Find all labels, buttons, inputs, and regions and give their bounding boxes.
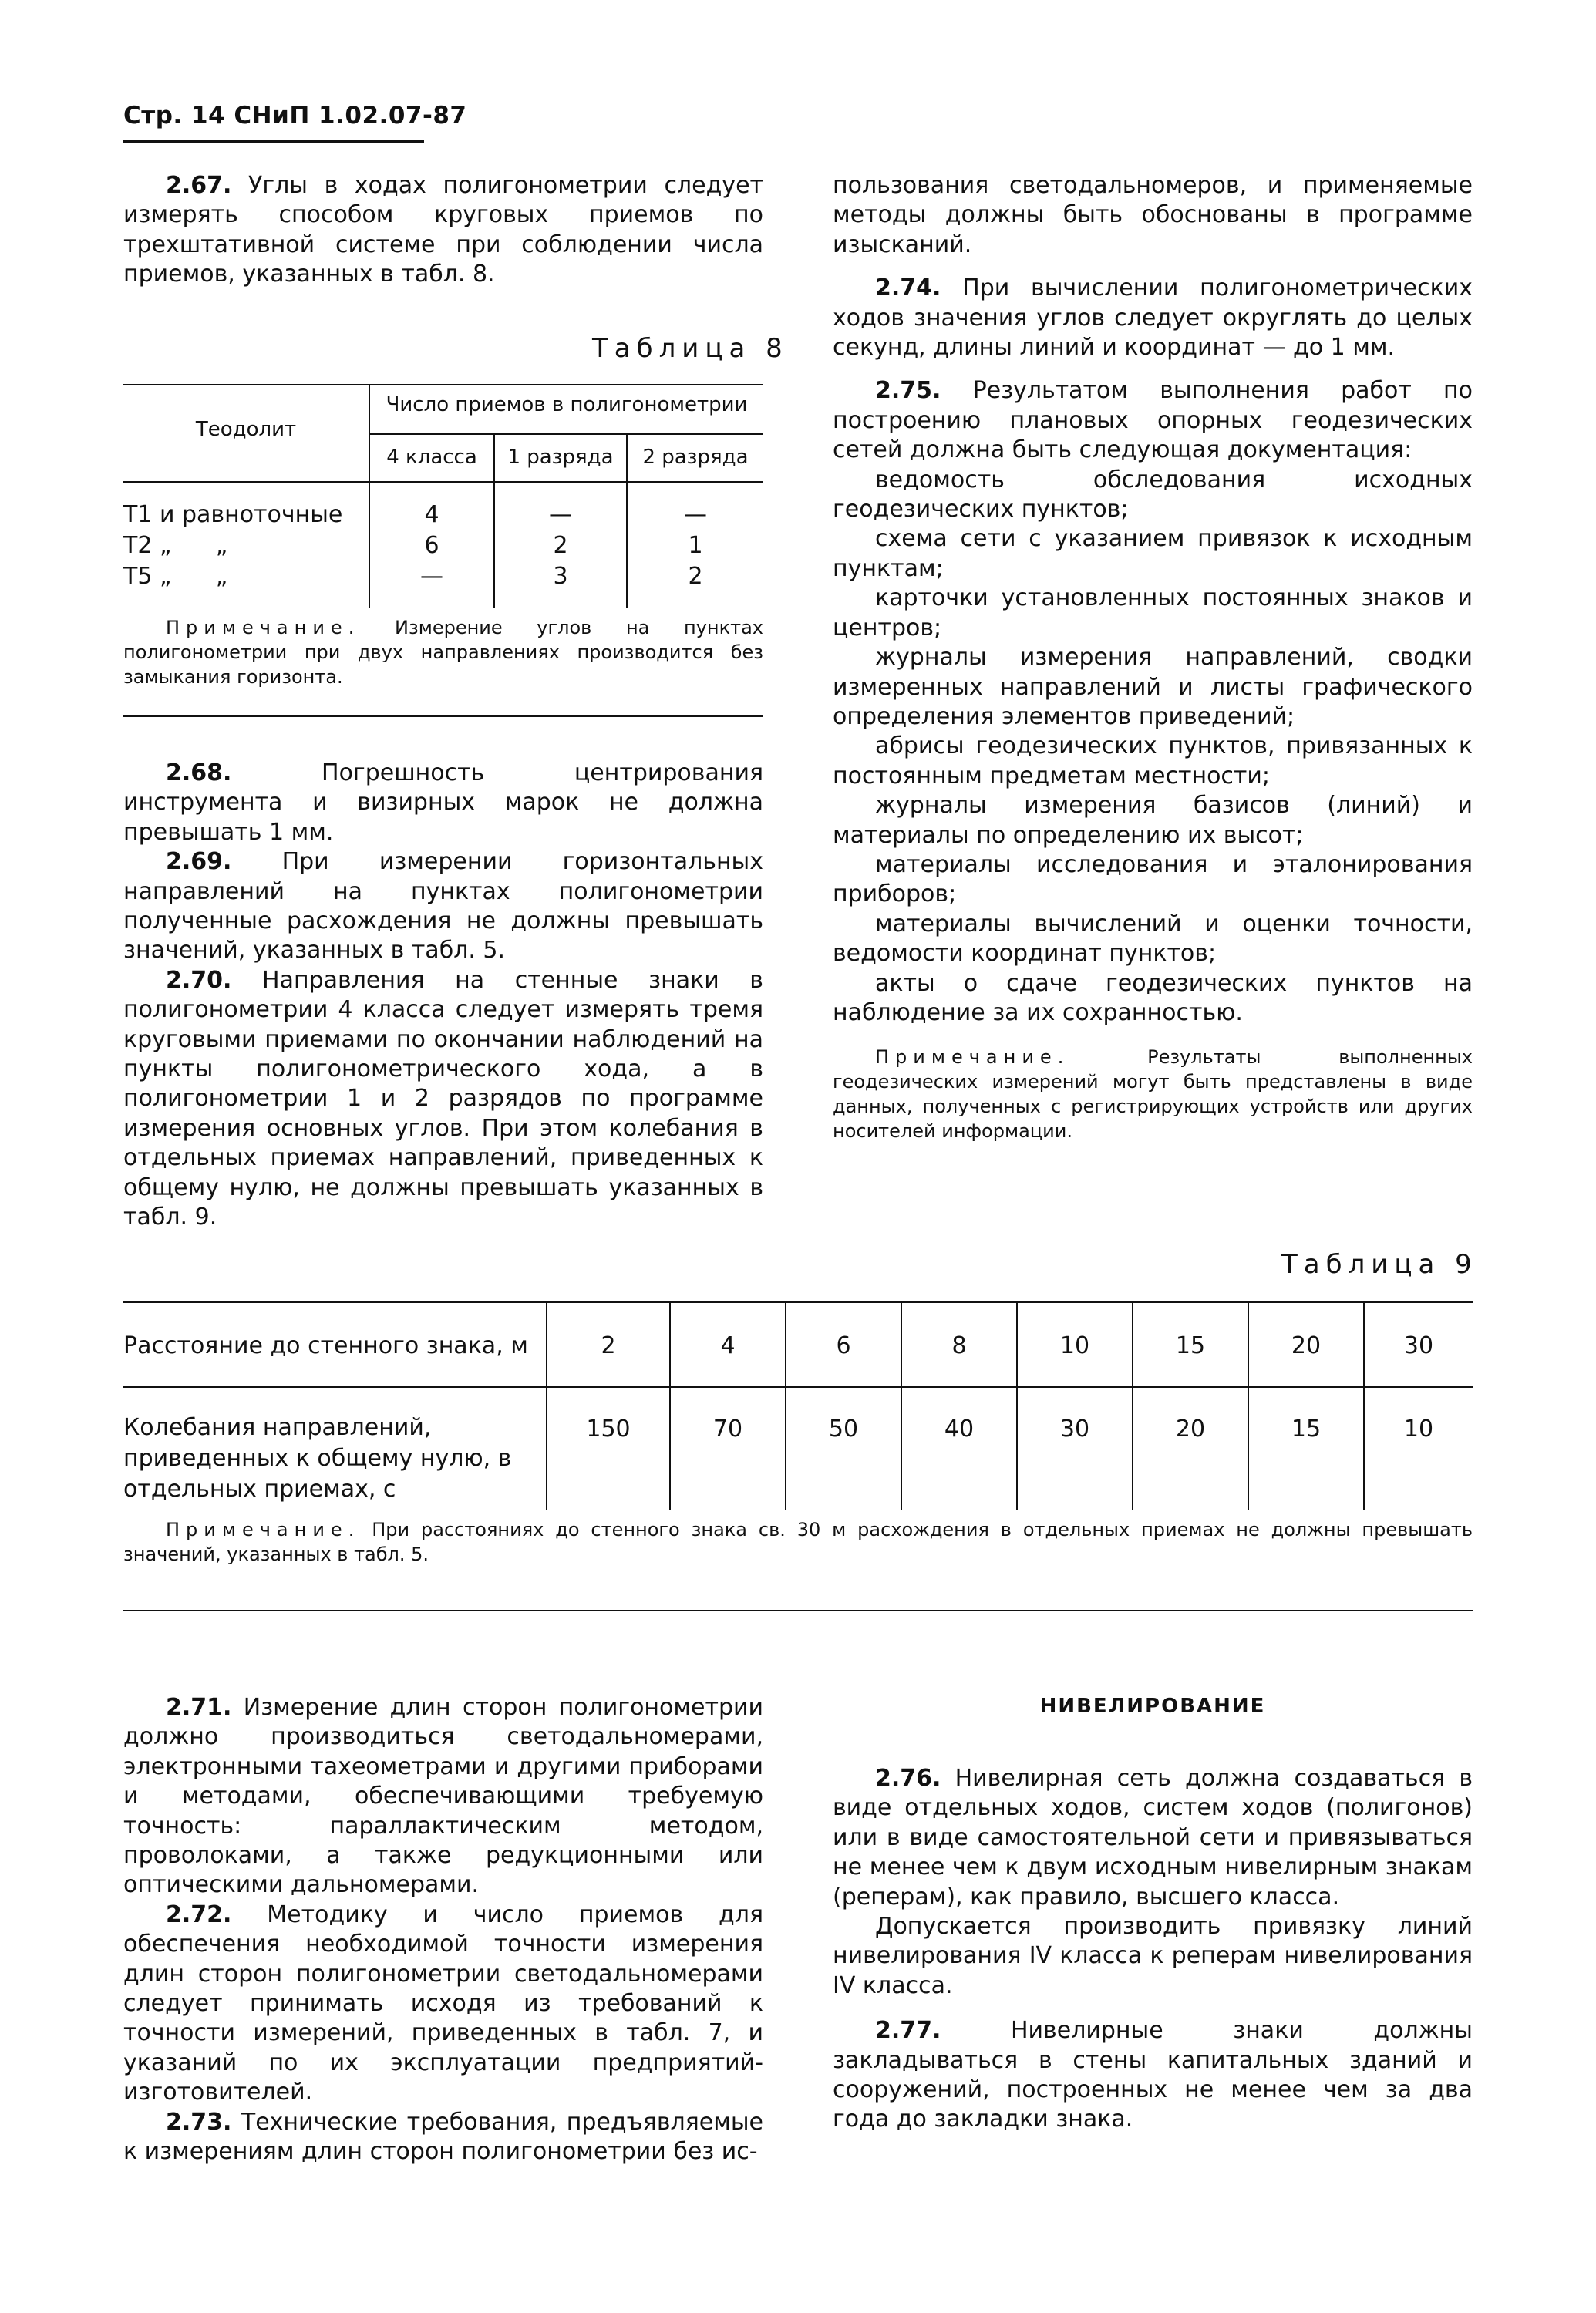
para-number: 2.75.	[875, 377, 941, 405]
para-text: Направления на стенные знаки в полигонометрии 4 класса следует измерять тремя круговыми приемами по окончании наблюдений на пункты полигонометрического хода, а в полигонометрии 1 и 2 разрядов по программе измерения основных углов. При этом колебания в отдельных приемах направлений, приведенных к общему нулю, не должны превышать указанных в табл. 9.	[123, 966, 763, 1231]
para-text: Результатом выполнения работ по построению плановых опорных геодезических сетей должна быть следующая документация:	[833, 377, 1473, 464]
table8-subcol: 2 разряда	[642, 446, 749, 469]
table9-top-rule	[123, 1301, 1473, 1303]
table9-cell: 2	[601, 1332, 616, 1359]
table9-mid-rule	[123, 1386, 1473, 1388]
table8-top-rule	[123, 384, 763, 386]
paragraphs-2-68-2-70	[123, 759, 763, 1233]
list-item: акты о сдаче геодезических пунктов на наблюдение за их сохранностью.	[833, 969, 1473, 1026]
list-item: ведомость обследования исходных геодезических пунктов;	[833, 466, 1473, 524]
note-label: Примечание.	[875, 1046, 1070, 1069]
table9-cell: 30	[1059, 1416, 1090, 1443]
para-text: Погрешность центрирования инструмента и визирных марок не должна превышать 1 мм.	[123, 759, 763, 846]
table9-cell: 15	[1291, 1416, 1322, 1443]
table9-caption: Таблица 9	[1281, 1249, 1478, 1280]
table9-cell: 4	[720, 1332, 736, 1359]
para-text: Технические требования, предъявляемые к измерениям длин сторон полигонометрии без ис-	[123, 2108, 763, 2166]
table8-col-theodolite: Теодолит	[195, 418, 297, 441]
para-number: 2.70.	[166, 966, 232, 994]
table9-cell: 30	[1403, 1332, 1434, 1359]
para-text: Углы в ходах полигонометрии следует измерять способом круговых приемов по трехштативной системе при соблюдении числа приемов, указанных в табл. 8.	[123, 172, 763, 288]
list-item: материалы вычислений и оценки точности, ведомости координат пунктов;	[833, 910, 1473, 968]
table9-cell: 15	[1175, 1332, 1206, 1359]
table9-cell: 6	[836, 1332, 851, 1359]
table8-row-name: Т1 и равноточные	[123, 501, 343, 528]
para-number: 2.68.	[166, 759, 232, 786]
table8-header-rule	[123, 481, 763, 483]
note-label: Примечание.	[166, 617, 361, 638]
note-text: Результаты выполненных геодезических измерений могут быть представлены в виде данных, полученных с регистрирующих устройств или других носителей информации.	[833, 1046, 1473, 1143]
list-item: схема сети с указанием привязок к исходным пунктам;	[833, 525, 1473, 582]
paragraphs-2-71-2-73	[123, 1693, 763, 2167]
table8-cell: 2	[553, 532, 568, 559]
section-heading: НИВЕЛИРОВАНИЕ	[1039, 1695, 1266, 1718]
table9-row1-label: Расстояние до стенного знака, м	[123, 1332, 528, 1359]
table8-subcol: 4 класса	[386, 446, 477, 469]
table9-cell: 40	[944, 1416, 975, 1443]
para-number: 2.69.	[166, 848, 232, 876]
table8-cell: 3	[553, 563, 568, 590]
list-item: журналы измерения направлений, сводки измеренных направлений и листы графического определения элементов приведений;	[833, 644, 1473, 730]
para-number: 2.74.	[875, 274, 941, 302]
list-item: карточки установленных постоянных знаков и центров;	[833, 584, 1473, 641]
para-text: При вычислении полигонометрических ходов значения углов следует округлять до целых секунд, длины линий и координат — до 1 мм.	[833, 274, 1473, 362]
table9-row2-label: Колебания направлений, приведенных к общему нулю, в отдельных приемах, с	[123, 1414, 512, 1503]
para-number: 2.73.	[166, 2108, 232, 2136]
page-header: Стр. 14 СНиП 1.02.07-87	[123, 102, 467, 130]
table9-note	[123, 1517, 1473, 1567]
table9-cell: 70	[712, 1416, 743, 1443]
table8-bottom-rule	[123, 715, 763, 717]
para-text: Измерение длин сторон полигонометрии должно производиться светодальномерами, электронными тахеометрами и другими приборами и методами, обеспечивающими требуемую точность: параллактическим методом, проволоками, а также редукционными или оптическими дальномерами.	[123, 1694, 763, 1899]
table8-cell: 6	[424, 532, 439, 559]
table8-cell: 1	[688, 532, 703, 559]
table9-cell: 20	[1175, 1416, 1206, 1443]
table8-cell: —	[420, 563, 443, 590]
table8-cell: —	[684, 501, 707, 528]
table8-cell: 2	[688, 563, 703, 590]
para-number: 2.67.	[166, 172, 232, 199]
table8-caption: Таблица 8	[592, 333, 789, 364]
list-item: журналы измерения базисов (линий) и материалы по определению их высот;	[833, 792, 1473, 849]
para-text: Нивелирная сеть должна создаваться в виде отдельных ходов, систем ходов (полигонов) или в виде самостоятельной сети и привязываться не менее чем к двум исходным нивелирным знакам (реперам), как правило, высшего класса.	[833, 1765, 1473, 1911]
table9-cell: 20	[1291, 1332, 1322, 1359]
para-number: 2.76.	[875, 1765, 941, 1792]
para-text: Методику и число приемов для обеспечения необходимой точности измерения длин сторон полигонометрии светодальномерами следует принимать исходя из требований к точности измерений, приведенных в табл. 7, и указаний по их эксплуатации предприятий-изготовителей.	[123, 1901, 763, 2106]
para-text: Нивелирные знаки должны закладываться в стены капитальных зданий и сооружений, построенных не менее чем за два года до закладки знака.	[833, 2017, 1473, 2133]
table8-cell: 4	[424, 501, 439, 528]
table8-sub-rule	[370, 433, 763, 435]
table9-cell: 10	[1403, 1416, 1434, 1443]
para-number: 2.71.	[166, 1694, 232, 1721]
note-text: Измерение углов на пунктах полигонометрии при двух направлениях производится без замыкания горизонта.	[123, 617, 763, 688]
note-label: Примечание.	[166, 1519, 361, 1540]
para-text: При измерении горизонтальных направлений на пунктах полигонометрии полученные расхождения не должны превышать значений, указанных в табл. 5.	[123, 848, 763, 965]
header-rule	[123, 140, 424, 143]
paragraphs-2-76-2-77	[833, 1764, 1473, 2135]
list-item: материалы исследования и эталонирования приборов;	[833, 850, 1473, 908]
table9-cell: 8	[951, 1332, 967, 1359]
table9-cell: 150	[586, 1416, 631, 1443]
table8-subcol: 1 разряда	[507, 446, 614, 469]
table8-col-group: Число приемов в полигонометрии	[386, 393, 748, 416]
table8-cell: —	[549, 501, 572, 528]
right-column-top	[833, 171, 1473, 1143]
list-item: абрисы геодезических пунктов, привязанных к постоянным предметам местности;	[833, 732, 1473, 790]
para-text: Допускается производить привязку линий нивелирования IV класса к реперам нивелирования IV класса.	[833, 1913, 1473, 1999]
table9-cell: 50	[828, 1416, 859, 1443]
para-number: 2.77.	[875, 2017, 941, 2045]
para-text: пользования светодальномеров, и применяемые методы должны быть обоснованы в программе изысканий.	[833, 172, 1473, 258]
note-text: При расстояниях до стенного знака св. 30 м расхождения в отдельных приемах не должны превышать значений, указанных в табл. 5.	[123, 1519, 1473, 1565]
paragraph-2-67	[123, 171, 763, 290]
table8-row-name: Т5 „ „	[123, 563, 228, 590]
table8-note	[123, 615, 763, 689]
table9-cell: 10	[1059, 1332, 1090, 1359]
para-number: 2.72.	[166, 1901, 232, 1928]
table8-row-name: Т2 „ „	[123, 532, 228, 559]
table9-bottom-rule	[123, 1610, 1473, 1611]
